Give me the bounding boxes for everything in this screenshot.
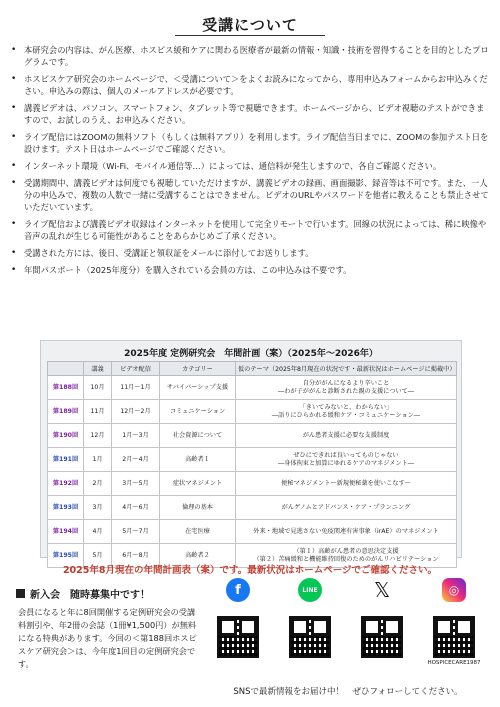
sns-section	[203, 578, 493, 668]
video-period: 5月〜7月	[112, 520, 160, 544]
x-qr-code	[361, 616, 403, 658]
table-row	[48, 496, 457, 520]
x-icon[interactable]: 𝕏	[370, 578, 394, 602]
table-row	[48, 472, 457, 496]
theme	[236, 496, 457, 520]
theme-main: 「きいてみないと、わからない」	[299, 403, 393, 411]
new-member-heading-text: 新入会 随時募集中です！	[30, 590, 150, 601]
annual-plan-box	[40, 340, 462, 563]
video-period: 12月〜2月	[112, 400, 160, 424]
bullet-item: • 年間パスポート（2025年度分）を購入されている会員の方は、この申込みは不要です。	[10, 264, 490, 276]
line-qr-code	[289, 616, 331, 658]
video-period: 6月〜8月	[112, 544, 160, 568]
bullet-list	[10, 44, 490, 281]
new-member-body: 会員になると年に8回開催する定例研究会の受講料割引や、年2冊の会誌（1冊¥1,500円）が無料になる特典があります。今回の＜第188回ホスピスケア研究会＞は、今年度1回目の定例研究会です。	[18, 607, 197, 669]
plan-table-header	[48, 362, 457, 376]
theme-sub: ―語りにひらかれる緩和ケア・コミュニケーション―	[271, 411, 421, 419]
plan-table	[47, 361, 457, 568]
bullet-item: • ライブ配信にはZOOMの無料ソフト（もしくは無料アプリ）を利用します。ライブ配信当日までに、ZOOMの参加テスト日を設けます。テスト日はホームページでご確認ください。	[10, 131, 490, 155]
theme	[236, 472, 457, 496]
session-number: 第195回	[48, 544, 84, 568]
bullet-item: • インターネット環境（Wi-Fi、モバイル通信等…）によっては、通信料が発生しますので、各自ご確認ください。	[10, 160, 490, 172]
session-number: 第193回	[48, 496, 84, 520]
header-cell: 講義	[84, 362, 112, 376]
category: 症状マネジメント	[160, 472, 236, 496]
facebook-qr-code	[217, 616, 259, 658]
lecture-month: 5月	[84, 544, 112, 568]
theme-main: 外来・地域で見逃さない免疫関連有害事象（irAE）のマネジメント	[253, 527, 439, 535]
table-row	[48, 520, 457, 544]
sns-instagram[interactable]	[419, 578, 489, 666]
lecture-month: 1月	[84, 448, 112, 472]
video-period: 11月〜1月	[112, 376, 160, 400]
bullet-item: • ライブ配信および講義ビデオ収録はインターネットを使用して完全リモートで行います。回線の状況によっては、稀に映像や音声の乱れが生じる可能性があることをあらかじめご了承ください。	[10, 218, 490, 242]
facebook-icon[interactable]: f	[226, 578, 250, 602]
video-period: 2月〜4月	[112, 448, 160, 472]
category: 高齢者２	[160, 544, 236, 568]
theme-main: 自分ががんになるより辛いこと	[302, 379, 390, 387]
bullet-item: • ホスピスケア研究会のホームページで、＜受講について＞をよくお読みになってから、専用申込みフォームからお申込みください。申込みの際は、個人のメールアドレスが必要です。	[10, 73, 490, 97]
header-cell: ビデオ配信	[112, 362, 160, 376]
table-row	[48, 376, 457, 400]
table-row	[48, 448, 457, 472]
theme	[236, 376, 457, 400]
session-number: 第192回	[48, 472, 84, 496]
theme-sub: ―わが子ががんと診断された親の支援について―	[278, 387, 414, 395]
sns-footer: SNSで最新情報をお届け中！ ぜひフォローしてください。	[233, 687, 463, 697]
session-number: 第194回	[48, 520, 84, 544]
theme-sub: （第２）苦痛緩和と機能維持回復のためのがんリハビリテーション	[253, 555, 439, 563]
page-title: 受講について	[202, 16, 298, 34]
line-icon[interactable]: LINE	[298, 578, 322, 602]
sns-facebook[interactable]	[203, 578, 273, 658]
table-row	[48, 400, 457, 424]
instagram-icon[interactable]: ◎	[442, 578, 466, 602]
header-cell: 仮のテーマ（2025年8月現在の状況です・最新状況はホームページに掲載中）	[236, 362, 457, 376]
lecture-month: 12月	[84, 424, 112, 448]
theme	[236, 424, 457, 448]
session-number: 第190回	[48, 424, 84, 448]
category: サバイバーシップ支援	[160, 376, 236, 400]
lecture-month: 3月	[84, 496, 112, 520]
category: コミュニケーション	[160, 400, 236, 424]
plan-title: 2025年度 定例研究会 年間計画（案）（2025年〜2026年）	[124, 349, 378, 359]
category: 在宅医療	[160, 520, 236, 544]
theme	[236, 400, 457, 424]
theme	[236, 520, 457, 544]
title-underline	[175, 35, 325, 36]
theme	[236, 448, 457, 472]
header-cell	[48, 362, 84, 376]
theme-main: がん患者支援に必要な支援制度	[302, 431, 390, 439]
theme-main: 便秘マネジメント〜新規便秘薬を使いこなす〜	[281, 479, 411, 487]
plan-notice: 2025年8月現在の年間計画表（案）です。最新状況はホームページでご確認ください。	[62, 565, 438, 576]
header-cell: カテゴリー	[160, 362, 236, 376]
bullet-item: • 講義ビデオは、パソコン、スマートフォン、タブレット等で視聴できます。ホームページから、ビデオ視聴のテストができますので、お試しのうえ、お申込みください。	[10, 102, 490, 126]
lecture-month: 4月	[84, 520, 112, 544]
category: 倫理の基本	[160, 496, 236, 520]
video-period: 3月〜5月	[112, 472, 160, 496]
lecture-month: 11月	[84, 400, 112, 424]
instagram-handle: HOSPICECARE1987	[427, 660, 481, 666]
session-number: 第191回	[48, 448, 84, 472]
theme-sub: ―身体拘束と加算にゆれるケアのマネジメント―	[278, 459, 414, 467]
category: 高齢者１	[160, 448, 236, 472]
lecture-month: 2月	[84, 472, 112, 496]
sns-line[interactable]	[275, 578, 345, 658]
bullet-item: • 受講された方には、後日、受講証と領収証をメールに添付してお送りします。	[10, 247, 490, 259]
session-number: 第189回	[48, 400, 84, 424]
square-icon	[16, 589, 25, 598]
video-period: 4月〜6月	[112, 496, 160, 520]
category: 社会資源について	[160, 424, 236, 448]
bullet-item: • 受講期間中、講義ビデオは何度でも視聴していただけますが、講義ビデオの録画、画面撮影、録音等は不可です。また、一人分の申込みで、複数の人数で一緒に受講することはできません。ビデオのURLやパスワードを他者に教えることも禁止させていただいています。	[10, 177, 490, 213]
theme-main: ぜひにできれば良いってものじゃない	[293, 451, 399, 459]
new-member-heading	[16, 586, 150, 601]
bullet-item: • 本研究会の内容は、がん医療、ホスピス緩和ケアに関わる医療者が最新の情報・知識・技術を習得することを目的としたプログラムです。	[10, 44, 490, 68]
session-number: 第188回	[48, 376, 84, 400]
theme-main: （第１）高齢がん患者の意思決定支援	[293, 547, 399, 555]
sns-x[interactable]	[347, 578, 417, 658]
theme-main: がんゲノムとアドバンス・ケア・プランニング	[281, 503, 411, 511]
table-row	[48, 424, 457, 448]
instagram-qr-code	[433, 616, 475, 658]
video-period: 1月〜3月	[112, 424, 160, 448]
lecture-month: 10月	[84, 376, 112, 400]
